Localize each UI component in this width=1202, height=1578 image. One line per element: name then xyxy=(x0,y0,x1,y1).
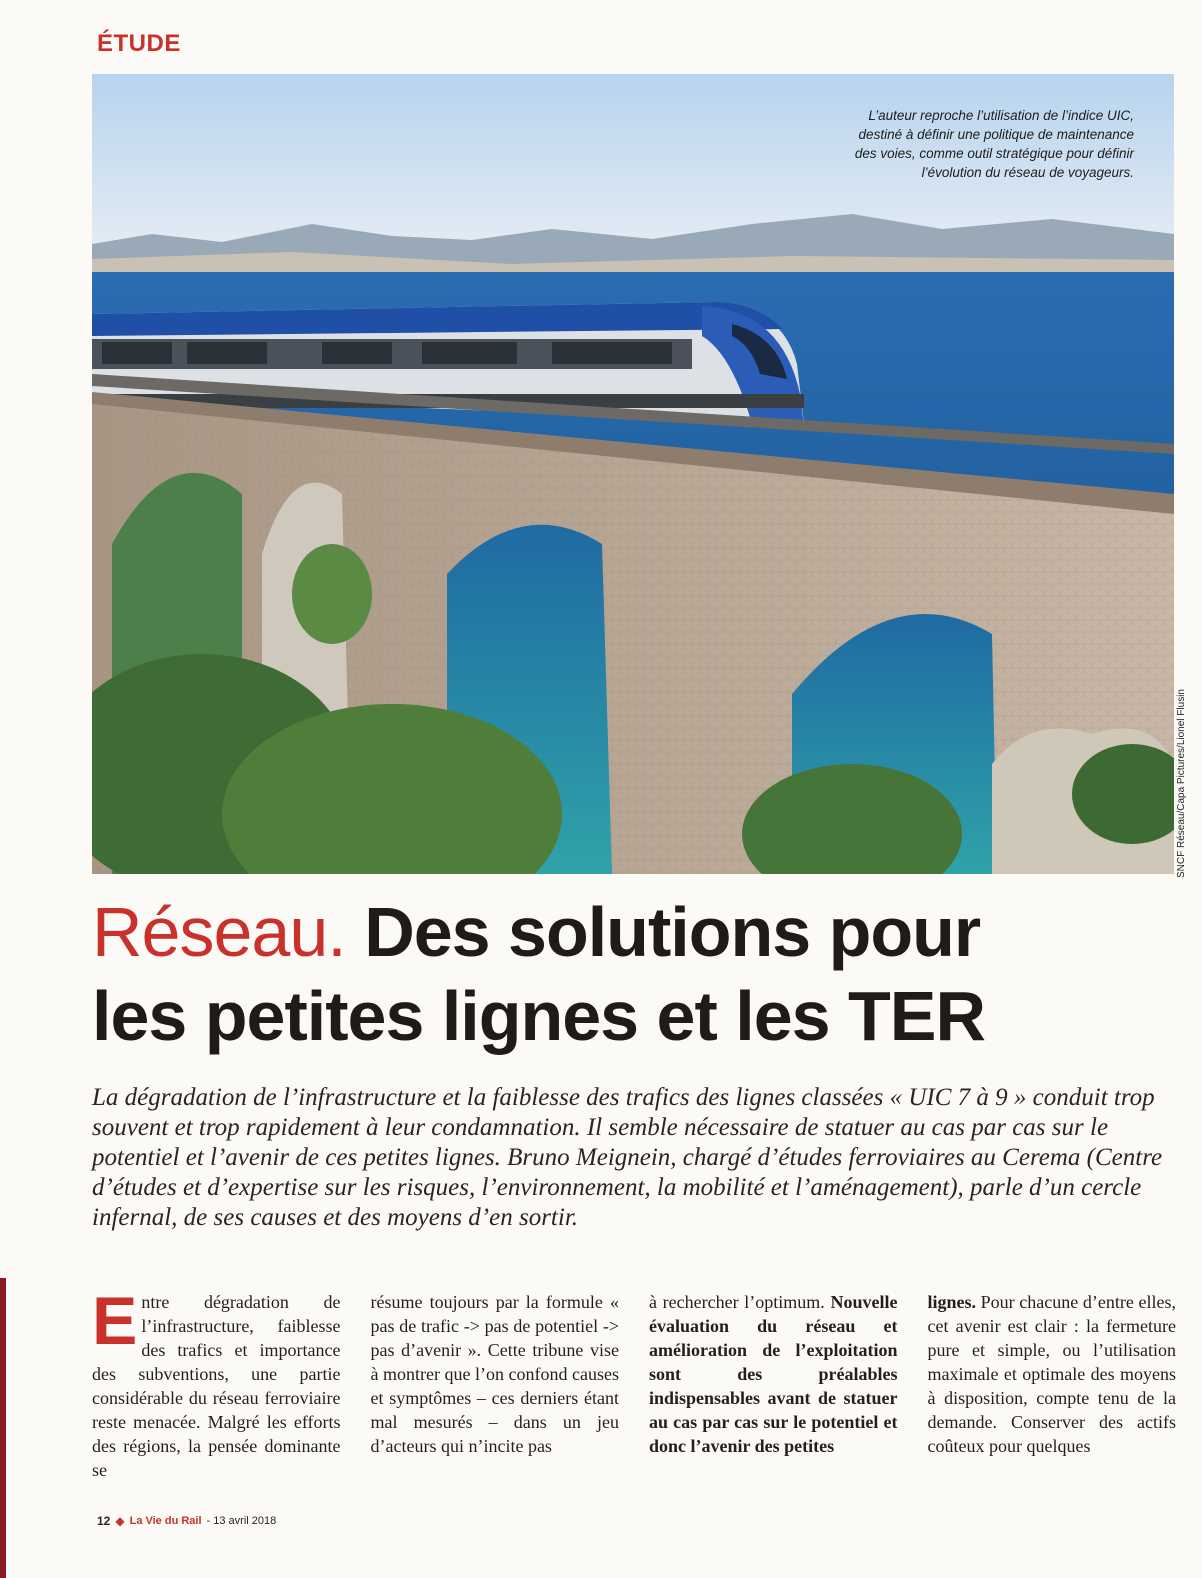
column-3-emphasis: Nouvelle évaluation du réseau et amélioration de l’exploitation sont des préalables indispensables avant de statuer au cas par cas sur le potentiel et donc l’avenir des petites xyxy=(649,1292,898,1456)
headline xyxy=(92,890,1152,1058)
margin-accent-bar xyxy=(0,1278,6,1578)
magazine-name: La Vie du Rail xyxy=(129,1515,202,1527)
headline-line-2: les petites lignes et les TER xyxy=(92,977,985,1055)
photo-caption: L’auteur reproche l’utilisation de l’indice UIC, destiné à définir une politique de maintenance des voies, comme outil stratégique pour définir l’évolution du réseau de voyageurs. xyxy=(854,108,1134,180)
column-2-text: résume toujours par la formule « pas de trafic -> pas de potentiel -> pas d’avenir ». Cette tribune vise à montrer que l’on confond causes et symptômes – ces derniers étant mal mesurés – dans un jeu d’acteurs qui n’incite pas xyxy=(370,1292,619,1456)
headline-kicker: Réseau. xyxy=(92,893,346,971)
column-3 xyxy=(649,1290,898,1485)
column-1 xyxy=(92,1290,341,1485)
viaduct-train-illustration xyxy=(92,74,1174,874)
column-2 xyxy=(371,1290,620,1485)
hero-photo xyxy=(92,74,1174,874)
drop-cap: E xyxy=(92,1290,138,1359)
column-4-emphasis: lignes. xyxy=(927,1292,977,1312)
column-4-text: Pour chacune d’entre elles, cet avenir est clair : la fermeture pure et simple, ou l’utilisation maximale et optimale des moyens à disposition, compte tenu de la demande. Conserver des actifs coûteux pour quelques xyxy=(927,1292,1176,1456)
column-4 xyxy=(928,1290,1177,1485)
page-number: 12 xyxy=(97,1514,111,1528)
issue-date: - 13 avril 2018 xyxy=(206,1515,277,1527)
headline-line-1: Des solutions pour xyxy=(364,893,981,971)
photo-credit: SNCF Réseau/Capa Pictures/Lionel Flusin xyxy=(1176,689,1187,878)
lead-paragraph: La dégradation de l’infrastructure et la faiblesse des trafics des lignes classées « UIC 7 à 9 » conduit trop souvent et trop rapidement à leur condamnation. Il semble nécessaire de statuer au cas par cas sur le potentiel et l’avenir de ces petites lignes. Bruno Meignein, chargé d’études ferroviaires au Cerema (Centre d’études et d’expertise sur les risques, l’environnement, la mobilité et l’aménagement), parle d’un cercle infernal, de ses causes et des moyens d’en sortir. xyxy=(92,1084,1163,1231)
section-tag: ÉTUDE xyxy=(97,30,181,57)
column-1-text: ntre dégradation de l’infrastructure, faiblesse des trafics et importance des subventions, une partie considérable du réseau ferroviaire reste menacée. Malgré les efforts des régions, la pensée dominante se xyxy=(92,1292,341,1480)
column-3-text: à rechercher l’optimum. xyxy=(649,1292,831,1312)
diamond-icon: ◆ xyxy=(115,1514,125,1528)
page-footer xyxy=(97,1514,276,1528)
article-body xyxy=(92,1290,1176,1485)
